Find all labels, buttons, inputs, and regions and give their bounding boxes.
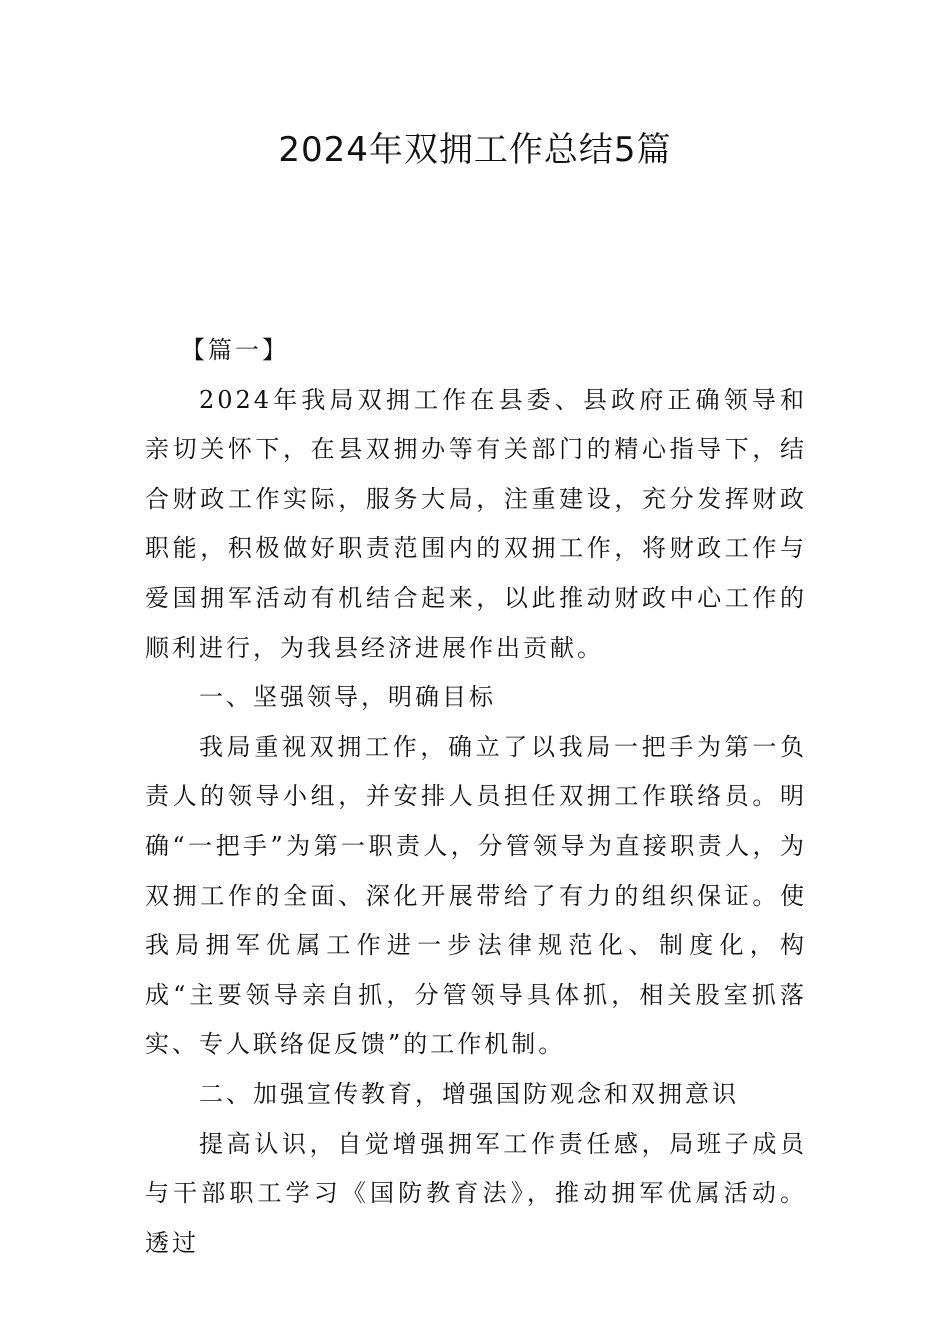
document-title: 2024年双拥工作总结5篇: [278, 130, 672, 170]
paragraph: 提高认识，自觉增强拥军工作责任感，局班子成员与干部职工学习《国防教育法》，推动拥军优属活动。透过: [145, 1129, 807, 1257]
document-body: [145, 326, 807, 1268]
part-label: 【篇一】: [181, 336, 289, 364]
paragraph: 2024年我局双拥工作在县委、县政府正确领导和亲切关怀下，在县双拥办等有关部门的精心指导下，结合财政工作实际，服务大局，注重建设，充分发挥财政职能，积极做好职责范围内的双拥工作，将财政工作与爱国拥军活动有机结合起来，以此推动财政中心工作的顺利进行，为我县经济进展作出贡献。: [145, 385, 807, 662]
section-heading: 一、坚强领导，明确目标: [199, 683, 496, 712]
paragraph: 我局重视双拥工作，确立了以我局一把手为第一负责人的领导小组，并安排人员担任双拥工作联络员。明确“一把手”为第一职责人，分管领导为直接职责人，为双拥工作的全面、深化开展带给了有力的组织保证。使我局拥军优属工作进一步法律规范化、制度化，构成“主要领导亲自抓，分管领导具体抓，相关股室抓落实、专人联络促反馈”的工作机制。: [145, 732, 807, 1059]
section-heading: 二、加强宣传教育，增强国防观念和双拥意识: [199, 1079, 739, 1108]
